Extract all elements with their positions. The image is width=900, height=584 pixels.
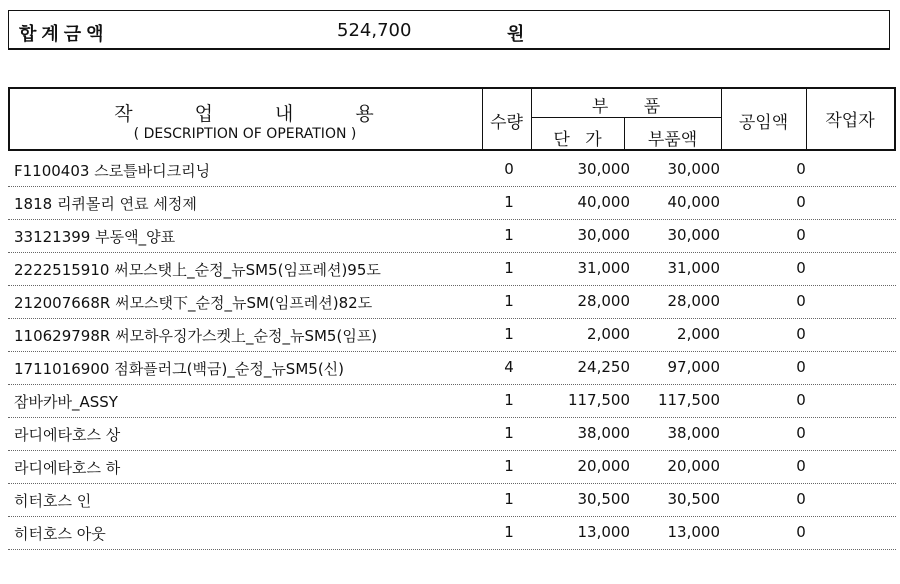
row-parts-amount: 30,000 (667, 160, 720, 178)
row-unit-price: 30,000 (577, 160, 630, 178)
table-row (8, 319, 896, 352)
table-row (8, 385, 896, 418)
row-quantity: 1 (504, 457, 514, 475)
header-parts: 부 품 (591, 97, 661, 117)
row-description: 히터호스 아웃 (14, 525, 106, 543)
row-unit-price: 40,000 (577, 193, 630, 211)
row-parts-amount: 97,000 (667, 358, 720, 376)
table-row (8, 517, 896, 550)
row-parts-amount: 30,500 (667, 490, 720, 508)
row-labor: 0 (796, 523, 806, 541)
row-parts-amount: 38,000 (667, 424, 720, 442)
row-quantity: 1 (504, 193, 514, 211)
table-row (8, 418, 896, 451)
table-row (8, 154, 896, 187)
header-description-ko: 작 업 내 용 (114, 103, 376, 125)
row-labor: 0 (796, 490, 806, 508)
row-unit-price: 30,500 (577, 490, 630, 508)
row-labor: 0 (796, 292, 806, 310)
row-unit-price: 38,000 (577, 424, 630, 442)
total-unit: 원 (507, 24, 525, 45)
row-parts-amount: 28,000 (667, 292, 720, 310)
row-unit-price: 117,500 (567, 391, 630, 409)
row-parts-amount: 117,500 (657, 391, 720, 409)
row-labor: 0 (796, 193, 806, 211)
table-row (8, 253, 896, 286)
row-parts-amount: 40,000 (667, 193, 720, 211)
row-unit-price: 28,000 (577, 292, 630, 310)
table-row (8, 484, 896, 517)
table-row (8, 220, 896, 253)
row-unit-price: 24,250 (577, 358, 630, 376)
row-description: 라디에타호스 하 (14, 459, 121, 477)
row-description: 212007668R 써모스탯下_순정_뉴SM(임프레션)82도 (14, 294, 373, 312)
row-description: 1711016900 점화플러그(백금)_순정_뉴SM5(신) (14, 360, 345, 378)
total-summary-box (8, 10, 890, 50)
row-labor: 0 (796, 226, 806, 244)
row-labor: 0 (796, 358, 806, 376)
row-unit-price: 30,000 (577, 226, 630, 244)
row-labor: 0 (796, 391, 806, 409)
total-amount: 524,700 (337, 20, 412, 41)
row-quantity: 1 (504, 259, 514, 277)
table-row (8, 286, 896, 319)
row-quantity: 1 (504, 292, 514, 310)
row-parts-amount: 30,000 (667, 226, 720, 244)
row-quantity: 1 (504, 325, 514, 343)
row-quantity: 1 (504, 523, 514, 541)
row-unit-price: 13,000 (577, 523, 630, 541)
row-quantity: 1 (504, 424, 514, 442)
row-description: 라디에타호스 상 (14, 426, 121, 444)
header-unit-price: 단 가 (553, 130, 602, 150)
row-description: 2222515910 써모스탯上_순정_뉴SM5(임프레션)95도 (14, 261, 381, 279)
row-quantity: 0 (504, 160, 514, 178)
row-labor: 0 (796, 457, 806, 475)
row-description: 1818 리퀴몰리 연료 세정제 (14, 195, 197, 213)
header-parts-amount: 부품액 (647, 130, 698, 150)
row-labor: 0 (796, 160, 806, 178)
row-unit-price: 31,000 (577, 259, 630, 277)
header-worker: 작업자 (825, 111, 875, 131)
row-unit-price: 20,000 (577, 457, 630, 475)
row-description: 110629798R 써모하우징가스켓上_순정_뉴SM5(임프) (14, 327, 378, 345)
row-labor: 0 (796, 259, 806, 277)
table-row (8, 187, 896, 220)
row-description: 33121399 부동액_양표 (14, 228, 176, 246)
row-description: 잠바카바_ASSY (14, 393, 118, 411)
table-header (8, 87, 896, 151)
row-description: 히터호스 인 (14, 492, 92, 510)
row-parts-amount: 2,000 (677, 325, 720, 343)
header-labor: 공임액 (738, 113, 789, 133)
header-description-en: ( DESCRIPTION OF OPERATION ) (133, 126, 357, 142)
row-parts-amount: 13,000 (667, 523, 720, 541)
row-parts-amount: 20,000 (667, 457, 720, 475)
row-labor: 0 (796, 325, 806, 343)
row-parts-amount: 31,000 (667, 259, 720, 277)
total-label: 합계금액 (19, 24, 109, 45)
row-quantity: 1 (504, 490, 514, 508)
row-description: F1100403 스로틀바디크리닝 (14, 162, 211, 180)
row-quantity: 1 (504, 391, 514, 409)
row-labor: 0 (796, 424, 806, 442)
row-unit-price: 2,000 (587, 325, 630, 343)
row-quantity: 4 (504, 358, 514, 376)
row-quantity: 1 (504, 226, 514, 244)
table-row (8, 352, 896, 385)
table-row (8, 451, 896, 484)
header-quantity: 수량 (490, 113, 523, 133)
